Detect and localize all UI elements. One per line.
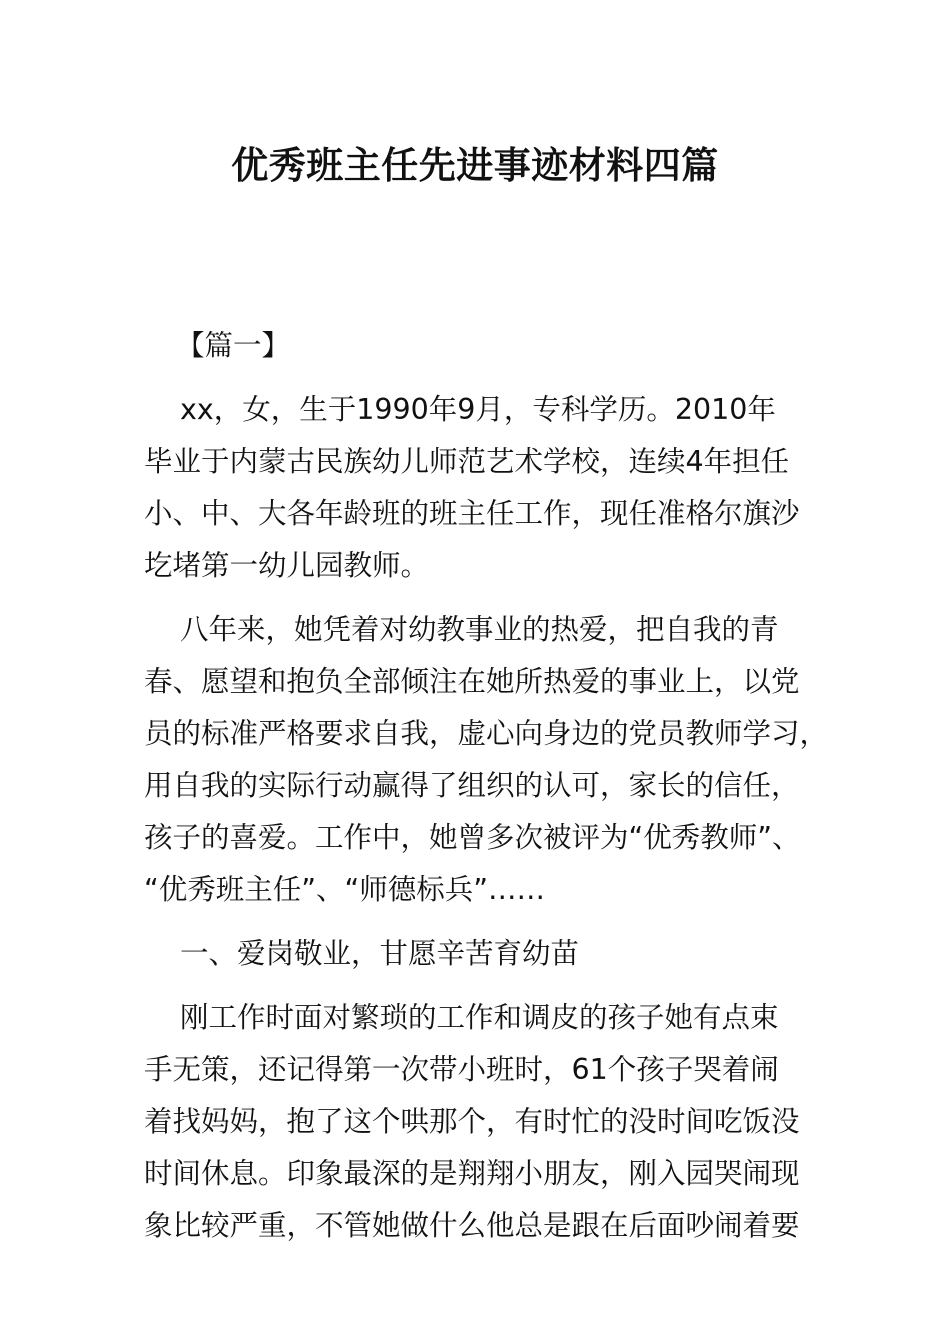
paragraph-line: 孩子的喜爱。工作中，她曾多次被评为“优秀教师”、 [144, 821, 801, 854]
section-heading-text: 一、爱岗敬业，甘愿辛苦育幼苗 [180, 937, 580, 970]
paragraph-line: 刚工作时面对繁琐的工作和调皮的孩子她有点束 [180, 1001, 779, 1034]
document-title: 优秀班主任先进事迹材料四篇 [231, 144, 719, 187]
paragraph-line: 手无策，还记得第一次带小班时，61个孩子哭着闹 [144, 1053, 779, 1086]
paragraph-line: 时间休息。印象最深的是翔翔小朋友，刚入园哭闹现 [144, 1157, 800, 1190]
paragraph-line: 员的标准严格要求自我，虚心向身边的党员教师学习， [144, 717, 829, 750]
section-heading [144, 928, 824, 980]
paragraph-1 [144, 384, 824, 592]
paragraph-line: 春、愿望和抱负全部倾注在她所热爱的事业上，以党 [144, 665, 800, 698]
paragraph-2 [144, 604, 829, 916]
paragraph-line: 圪堵第一幼儿园教师。 [144, 549, 430, 582]
paragraph-3 [144, 992, 824, 1252]
paragraph-line: “优秀班主任”、“师德标兵”…… [144, 873, 546, 906]
paragraph-line: 小、中、大各年龄班的班主任工作，现任准格尔旗沙 [144, 497, 800, 530]
paragraph-line: 着找妈妈，抱了这个哄那个，有时忙的没时间吃饭没 [144, 1105, 800, 1138]
section-marker [144, 320, 824, 372]
document-body [144, 320, 829, 1252]
paragraph-line: 象比较严重，不管她做什么他总是跟在后面吵闹着要 [144, 1209, 800, 1242]
section-marker-text: 【篇一】 [176, 329, 291, 362]
paragraph-line: xx，女，生于1990年9月，专科学历。2010年 [180, 393, 776, 426]
paragraph-line: 用自我的实际行动赢得了组织的认可，家长的信任， [144, 769, 800, 802]
paragraph-line: 八年来，她凭着对幼教事业的热爱，把自我的青 [180, 613, 779, 646]
paragraph-line: 毕业于内蒙古民族幼儿师范艺术学校，连续4年担任 [144, 445, 790, 478]
